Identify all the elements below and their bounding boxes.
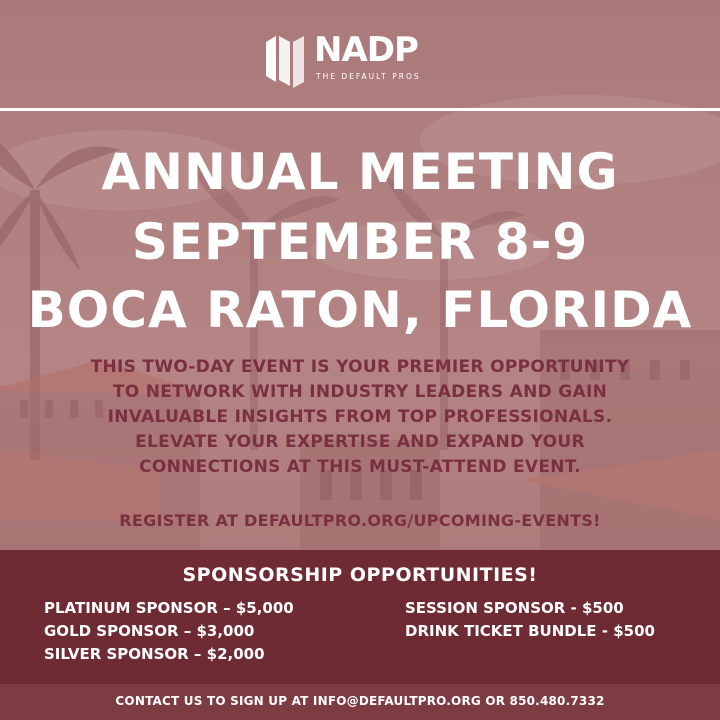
logo-mark-icon [264, 32, 308, 88]
blurb-line: TO NETWORK WITH INDUSTRY LEADERS AND GAIN [112, 382, 608, 402]
nadp-logo [262, 30, 462, 90]
blurb-line: INVALUABLE INSIGHTS FROM TOP PROFESSIONALS. [107, 407, 613, 427]
headline-line-2: SEPTEMBER 8-9 [131, 213, 589, 271]
divider [0, 108, 720, 111]
logo-wordmark: NADP [314, 30, 418, 70]
sponsor-tier-silver: SILVER SPONSOR – $2,000 [44, 645, 265, 663]
blurb-line: ELEVATE YOUR EXPERTISE AND EXPAND YOUR [135, 432, 585, 452]
sponsorship-panel [0, 550, 720, 684]
sponsor-tier-drink-ticket: DRINK TICKET BUNDLE - $500 [405, 622, 655, 640]
headline-line-3: BOCA RATON, FLORIDA [27, 281, 693, 339]
register-link[interactable]: REGISTER AT DEFAULTPRO.ORG/UPCOMING-EVENTS! [119, 511, 601, 530]
sponsor-tier-gold: GOLD SPONSOR – $3,000 [44, 622, 255, 640]
blurb-line: CONNECTIONS AT THIS MUST-ATTEND EVENT. [139, 457, 581, 477]
contact-footer [0, 684, 720, 720]
blurb-line: THIS TWO-DAY EVENT IS YOUR PREMIER OPPORTUNITY [90, 357, 630, 377]
contact-text[interactable]: CONTACT US TO SIGN UP AT INFO@DEFAULTPRO.ORG OR 850.480.7332 [115, 694, 605, 708]
headline-line-1: ANNUAL MEETING [101, 143, 619, 201]
logo-tagline: THE DEFAULT PROS [316, 72, 421, 81]
sponsor-tier-platinum: PLATINUM SPONSOR – $5,000 [44, 599, 294, 617]
sponsor-tier-session: SESSION SPONSOR - $500 [405, 599, 624, 617]
sponsorship-title: SPONSORSHIP OPPORTUNITIES! [182, 564, 538, 586]
